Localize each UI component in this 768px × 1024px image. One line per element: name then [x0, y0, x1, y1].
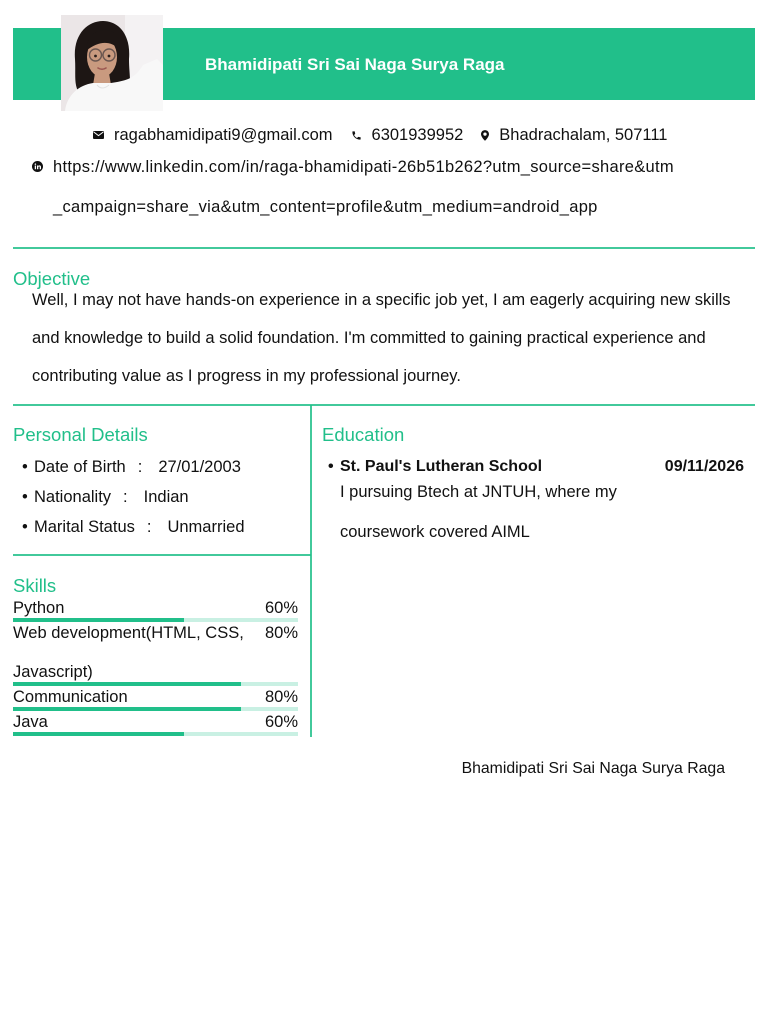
objective-heading: Objective [13, 268, 91, 289]
school-name: • St. Paul's Lutheran School [340, 458, 543, 475]
personal-detail-marital-status [34, 512, 245, 542]
dob-label: Date of Birth [34, 458, 126, 476]
envelope-icon [93, 125, 104, 145]
linkedin-url-line-2[interactable]: _campaign=share_via&utm_content=profile&utm_medium=android_app [53, 198, 598, 216]
divider-left-column [13, 554, 311, 556]
linkedin-link[interactable] [32, 147, 674, 227]
map-pin-icon [481, 125, 489, 145]
location-text: Bhadrachalam, 507111 [499, 126, 668, 144]
divider-top [13, 247, 755, 249]
linkedin-url-line-1[interactable]: https://www.linkedin.com/in/raga-bhamidipati-26b51b262?utm_source=share&utm [53, 158, 674, 176]
nationality-separator: : [123, 488, 128, 506]
education-date: 09/11/2026 [664, 458, 744, 475]
divider-middle [13, 404, 755, 406]
skills-heading: Skills [13, 575, 57, 596]
phone-text: 6301939952 [371, 126, 464, 144]
contact-location [481, 125, 667, 145]
objective-text: Well, I may not have hands-on experience in a specific job yet, I am eagerly acquiring new skills and knowledge to build a solid foundation. I'm committed to gaining practical experience and contributing value as I progress in my professional journey. [32, 291, 731, 385]
contact-email[interactable] [93, 125, 333, 145]
marital-status-label: Marital Status [34, 518, 135, 536]
dob-separator: : [137, 458, 143, 476]
education-item-header [340, 457, 744, 477]
email-text[interactable]: ragabhamidipati9@gmail.com [114, 126, 333, 144]
education-item [340, 457, 744, 552]
contact-row [93, 125, 685, 145]
phone-icon [351, 125, 362, 145]
education-description: I pursuing Btech at JNTUH, where my coursework covered AIML [340, 483, 617, 541]
skill-name: Java [13, 712, 48, 731]
marital-status-value: Unmarried [167, 518, 245, 536]
linkedin-icon [32, 161, 43, 172]
header-name: Bhamidipati Sri Sai Naga Surya Raga [205, 55, 505, 74]
column-divider [310, 405, 312, 737]
personal-details-heading: Personal Details [13, 424, 148, 445]
skill-name: Python [13, 598, 65, 617]
skill-percent: 60% [264, 713, 298, 731]
personal-details-list [34, 452, 245, 542]
nationality-label: Nationality [34, 488, 112, 506]
skill-percent: 60% [264, 599, 298, 617]
skills-list [13, 598, 298, 737]
skill-header [13, 712, 298, 732]
contact-phone [351, 125, 464, 145]
skill-percent: 80% [264, 624, 298, 642]
skill-percent: 80% [264, 688, 298, 706]
nationality-value: Indian [143, 488, 189, 506]
skill-row-java [13, 712, 298, 736]
skill-name: Web development(HTML, CSS, Javascript) [13, 623, 244, 681]
personal-detail-nationality [34, 482, 245, 512]
education-heading: Education [322, 424, 405, 445]
dob-value: 27/01/2003 [158, 458, 241, 476]
marital-status-separator: : [146, 518, 152, 536]
skill-name: Communication [13, 687, 128, 706]
skill-header [13, 623, 298, 682]
profile-photo [61, 15, 163, 111]
footer-name: Bhamidipati Sri Sai Naga Surya Raga [461, 760, 725, 777]
personal-detail-dob [34, 452, 245, 482]
